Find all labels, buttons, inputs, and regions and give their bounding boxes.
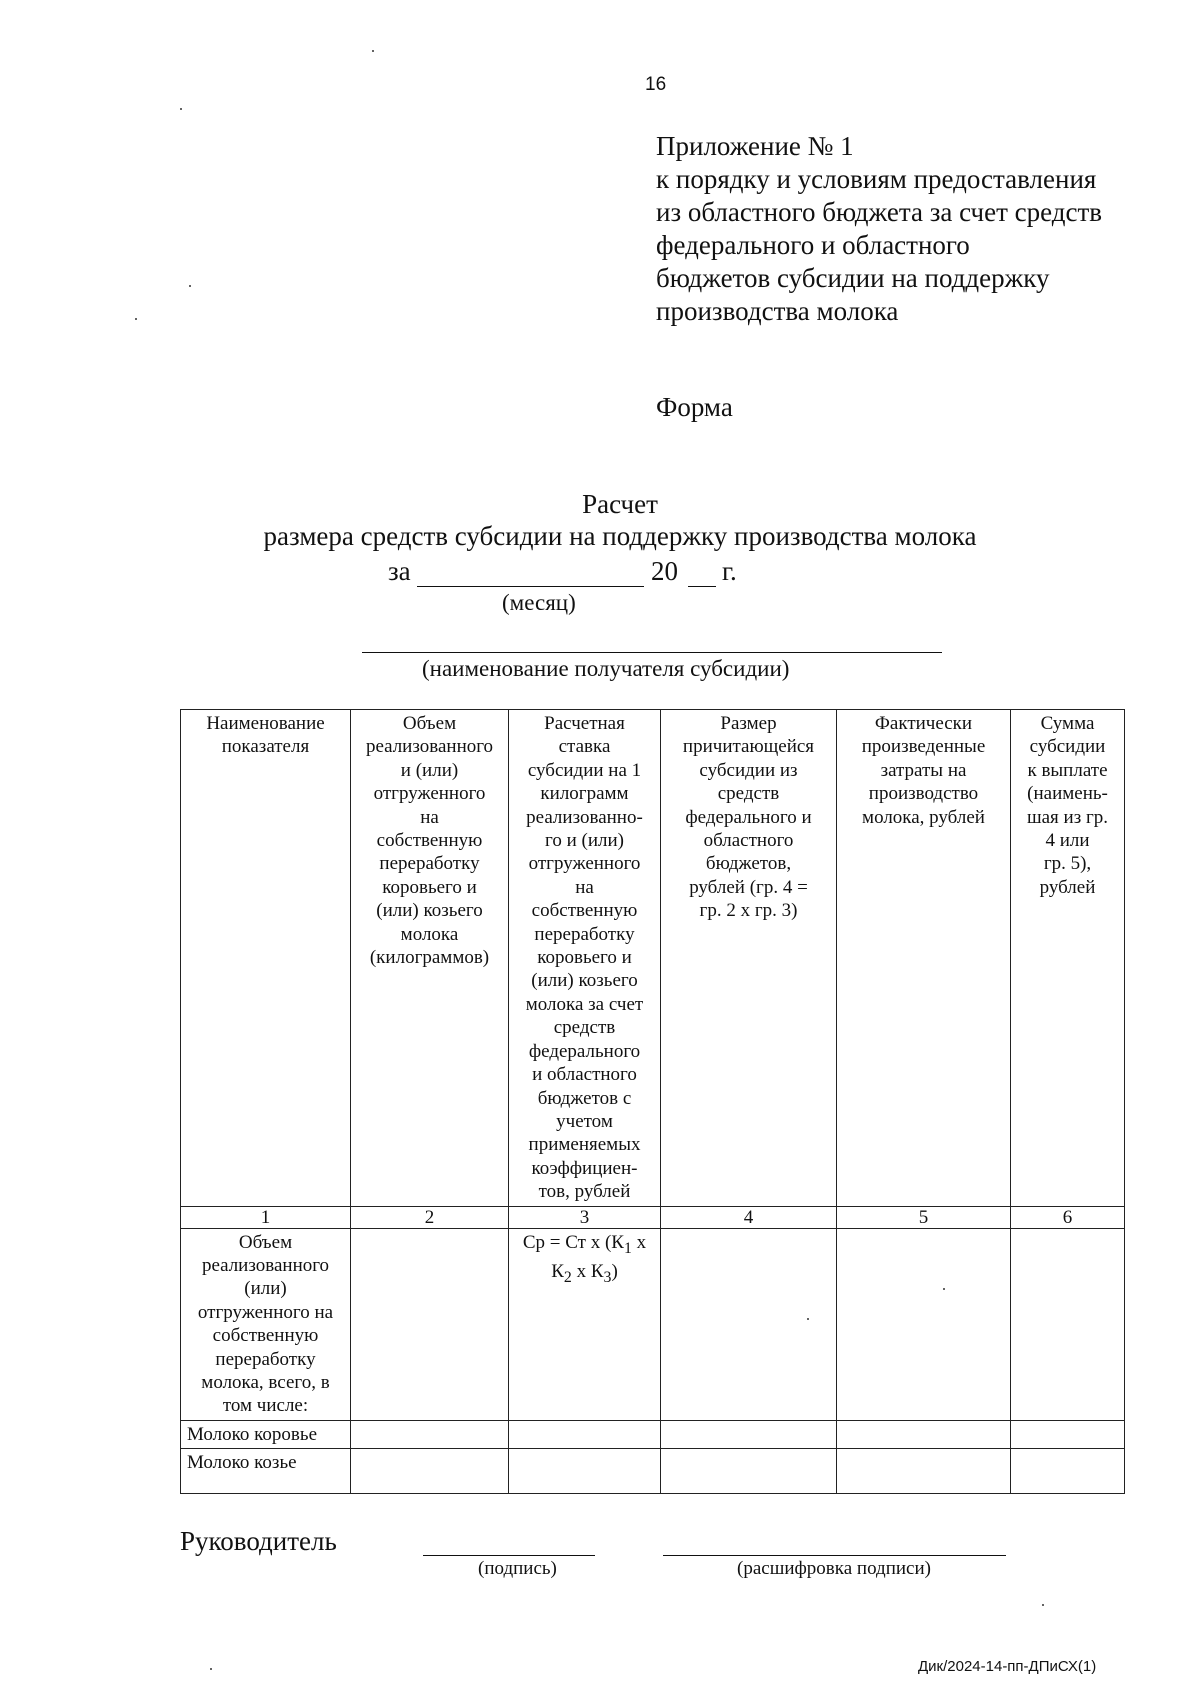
scan-speck [943,1288,945,1290]
annex-header [656,130,1176,328]
column-number: 6 [1011,1206,1125,1228]
scan-speck [135,318,137,320]
column-number: 3 [509,1206,661,1228]
table-row [181,1228,1125,1420]
table-cell-empty[interactable] [351,1228,509,1420]
table-cell-empty[interactable] [661,1228,837,1420]
row-label-total: Объем реализованного (или) отгруженного на собственную переработку молока, всего, в том числе: [181,1228,351,1420]
scan-speck [210,1668,212,1670]
table-cell-empty[interactable] [509,1449,661,1494]
document-title [180,488,1060,552]
header-cell: Расчетная ставка субсидии на 1 килограмм реализованно- го и (или) отгруженного на собственную переработку коровьего и (или) козьего молока за счет средств федерального и областного бюджетов с учетом применяемых коэффициен- тов, рублей [509,710,661,1207]
title-line-1: Расчет [582,489,658,519]
table-header-row [181,710,1125,1207]
table-cell-empty[interactable] [509,1420,661,1448]
column-number: 2 [351,1206,509,1228]
scan-speck [180,108,182,110]
table-cell-empty[interactable] [1011,1228,1125,1420]
table-cell-empty[interactable] [1011,1449,1125,1494]
scan-speck [189,285,191,287]
calculation-table [180,709,1125,1494]
recipient-caption: (наименование получателя субсидии) [422,656,790,681]
recipient-blank-field[interactable] [362,652,942,653]
header-cell: Размер причитающейся субсидии из средств федерального и областного бюджетов, рублей (гр. 4 = гр. 2 х гр. 3) [661,710,837,1207]
period-prefix: за [388,556,411,586]
document-code: Дик/2024-14-пп-ДПиСХ(1) [918,1658,1097,1675]
signature-caption: (подпись) [478,1558,557,1579]
signature-decoding-blank-field[interactable] [663,1555,1006,1556]
title-line-2: размера средств субсидии на поддержку производства молока [263,521,977,551]
table-row [181,1449,1125,1494]
table-cell-empty[interactable] [661,1420,837,1448]
table-cell-empty[interactable] [1011,1420,1125,1448]
header-cell: Фактически произведенные затраты на производство молока, рублей [837,710,1011,1207]
row-label-goat-milk: Молоко козье [181,1449,351,1494]
header-cell: Сумма субсидии к выплате (наимень- шая из гр. 4 или гр. 5), рублей [1011,710,1125,1207]
column-number: 5 [837,1206,1011,1228]
formula-cell: Ср = Ст х ($К_1$ х $К_2$ х $К_3$) [509,1228,661,1420]
year-prefix: 20 [651,556,678,586]
year-suffix: г. [722,556,737,586]
annex-line: из областного бюджета за счет средств [656,197,1103,227]
signature-blank-field[interactable] [423,1555,595,1556]
annex-line: производства молока [656,296,899,326]
signature-head-label: Руководитель [180,1526,337,1556]
month-blank-field[interactable] [417,586,644,587]
scan-speck [372,50,374,52]
header-cell: Наименование показателя [181,710,351,1207]
table-cell-empty[interactable] [661,1449,837,1494]
year-blank-field[interactable] [688,586,716,587]
column-number: 1 [181,1206,351,1228]
page-number: 16 [645,74,667,95]
form-label: Форма [656,392,733,422]
scan-speck [807,1318,809,1320]
column-number-row [181,1206,1125,1228]
table-cell-empty[interactable] [837,1228,1011,1420]
row-label-cow-milk: Молоко коровье [181,1420,351,1448]
table-cell-empty[interactable] [351,1449,509,1494]
month-caption: (месяц) [502,590,576,615]
column-number: 4 [661,1206,837,1228]
scan-speck [1042,1604,1044,1606]
table-cell-empty[interactable] [837,1420,1011,1448]
header-cell: Объем реализованного и (или) отгруженного на собственную переработку коровьего и (или) козьего молока (килограммов) [351,710,509,1207]
annex-line: федерального и областного [656,230,970,260]
annex-line: к порядку и условиям предоставления [656,164,1097,194]
table-row [181,1420,1125,1448]
signature-decoding-caption: (расшифровка подписи) [737,1558,931,1579]
annex-line: Приложение № 1 [656,131,854,161]
table-cell-empty[interactable] [837,1449,1011,1494]
table-cell-empty[interactable] [351,1420,509,1448]
annex-line: бюджетов субсидии на поддержку [656,263,1050,293]
